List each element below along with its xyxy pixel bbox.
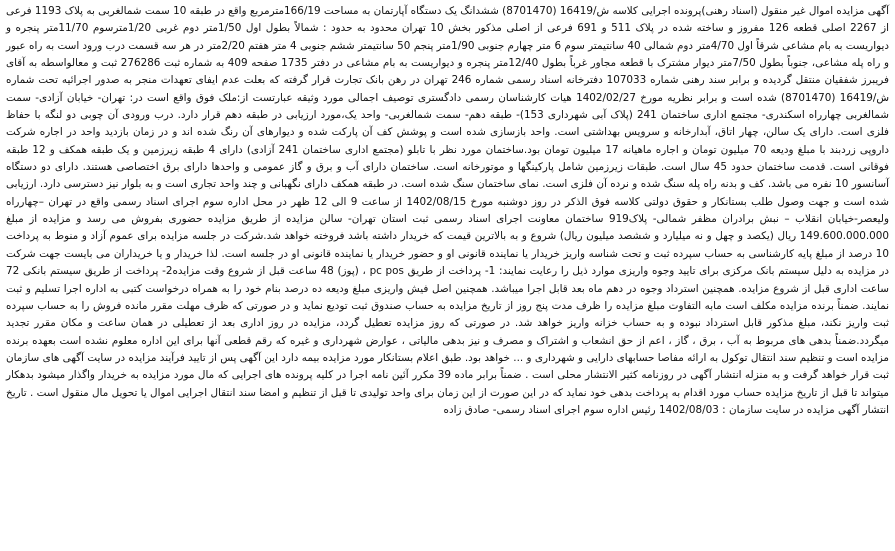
notice-body: آگهی مزایده اموال غیر منقول (اسناد رهنی)پرونده اجرایی کلاسه ش/16419 (8701470) ششدانگ یک دستگاه آپارتمان به مساحت 166/19مترمربع واقع در طبقه 10 سمت شمالغربی به پلاک 1193 فرعی از 2267 اصلی قطعه 126 مفروز و ساخته شده در پلاک 511 و 691 فرعی از اصلی مذکور بخش 10 تهران محدود به حدود : شمالاً بطول اول 1/50متر دوم غربی 1/20مترسوم 11/70متر پنجره و دیواریست به بام مشاعی شرقاً اول 4/70متر دوم شمالی 40 سانتیمتر سوم 6 متر چهارم جنوبی 1/90متر پنجم 50 سانتیمتر ششم جنوبی 4 متر هفتم 2/20متر در هر سه قسمت درب ورود است به راه عبور و راه پله مشاعی، جنوباً بطول 7/50متر دیوار مشترک با قطعه مجاور غرباً بطول 12/40متر پنجره و دیواریست به بام مشاعی در دفتر 1735 صفحه 409 به شماره ثبت 276286 ثبت و معالواسطه به آقای فریبرز شفقیان منتقل گردیده و برابر سند رهنی شماره 107033 دفترخانه اسناد رسمی شماره 246 تهران در رهن بانک تجارت قرار گرفته که بعلت عدم ایفای تعهدات منجر به صدور اجرائیه تحت شماره ش/16419 (8701470) شده است و برابر نظریه مورخ 1402/02/27 هیات کارشناسان رسمی دادگستری توصیف اجمالی مورد وثیقه عبارتست از:ملک فوق واقع است در: تهران- خیابان آزادی- سمت شمالغربی چهارراه اسکندری- مجتمع اداری ساختمان 241 (پلاک آبی شهرداری 153)- طبقه دهم- سمت شمالغربی- واحد یک،مورد ارزیابی در طبقه دهم قرار دارد. درب ورودی آن چوبی دو لنگه با حفاظ فلزی است. دارای یک سالن، چهار اتاق، آبدارخانه و سرویس بهداشتی است. واحد بازسازی شده است و پوشش کف آن پارکت شده و دیوارهای آن رنگ شده اند و در زمان بازدید واحد در اجاره شرکت داروپی زردبند با مبلغ ودیعه 70 میلیون تومان و اجاره ماهیانه 17 میلیون تومان بود.ساختمان مورد نظر با تابلو (مجتمع اداری ساختمان 241 آزادی) دارای 4 طبقه زیرزمین و یک طبقه همکف و 12 طبقه فوقانی است. قدمت ساختمان حدود 45 سال است. طبقات زیرزمین شامل پارکینگها و موتورخانه است. ساختمان دارای آب و برق و گاز عمومی و واحدها دارای برق اختصاصی هستند. دارای دو دستگاه آسانسور 10 نفره می باشد. کف و بدنه راه پله سنگ شده و نرده آن فلزی است. نمای ساختمان سنگ شده است. در طبقه همکف دارای نگهبانی و چند واحد تجاری است و به بلوار نیز دسترسی دارد. ارزیابی شده است و جهت وصول طلب بستانکار و حقوق دولتی کلاسه فوق الذکر در روز دوشنبه مورخ 1402/08/15 از ساعت 9 الی 12 ظهر در محل اداره سوم اجرای اسناد رسمی واقع در تهران –چهارراه ولیعصر-خیابان انقلاب – نبش برادران مظفر شمالی- پلاک919 ساختمان معاونت اجرای اسناد رسمی ثبت استان تهران- سالن مزایده از طریق مزایده حضوری بفروش می رسد و مزایده از مبلغ 149.600.000.000 ریال (یکصد و چهل و نه میلیارد و ششصد میلیون ریال) شروع و به بالاترین قیمت که خریدار داشته باشد فروخته خواهد شد.شرکت در جلسه مزایده برای عموم آزاد و منوط به پرداخت 10 درصد از مبلغ پایه کارشناسی به حساب سپرده ثبت و تحت شناسه واریز خریدار یا نماینده قانونی او و حضور خریدار یا نماینده قانونی او در جلسه است. لذا خریدار و یا خریداران می بایست جهت شرکت در مزایده به دلیل سیستم بانک مرکزی برای تایید وجوه واریزی موارد ذیل را رعایت نمایند: 1- پرداخت از طریق pc pos ، (پوز) 48 ساعت قبل از شروع وقت مزایده2- پرداخت از طریق سیستم بانکی 72 ساعت اداری قبل از شروع مزایده. همچنین استرداد وجوه در دهم ماه بعد قابل اجرا میباشد. همچنین اصل فیش واریزی مبلغ ودیعه ده درصد بنام خود را به همراه درخواست کتبی به اداره اجرا تسلیم و ثبت نمایند. ضمناً برنده مزایده مکلف است مابه التفاوت مبلغ مزایده را ظرف مدت پنج روز از تاریخ مزایده به حساب صندوق ثبت تودیع نماید و در صورتی که ظرف مهلت مقرر مانده فروش را به حساب سپرده ثبت واریز نکند، مبلغ مذکور قابل استرداد نبوده و به حساب خزانه واریز خواهد شد. در صورتی که روز مزایده تعطیل گردد، مزایده در روز اداری بعد از تعطیلی در همان ساعت و مکان مقرر تجدید میگردد.ضمناً بدهی های مربوط به آب ، برق ، گاز ، اعم از حق انشعاب و اشتراک و مصرف و نیز بدهی مالیاتی ، عوارض شهرداری و غیره که رقم قطعی آنها برای این اداره معلوم نشده است بعهده برنده مزایده است و تنظیم سند انتقال توکول به ارائه مفاصا حسابهای دارایی و شهرداری و ... خواهد بود. طبق اعلام بستانکار مورد مزایده بیمه دارد این آگهی پس از تایید فرآیند مزایده در سایت آگهی های سازمان ثبت قرار خواهد گرفت و به منزله انتشار آگهی در روزنامه کثیر الانتشار محلی است . ضمناً برابر ماده 39 مکرر آئین نامه اجرا در کلیه پرونده های اجرایی که مال مورد مزایده به خریدار واگذار میشود بدهکار میتواند تا قبل از تاریخ مزایده حساب مورد اقدام به پرداخت بدهی خود نماید که در این صورت از این زمان برای واحد تولیدی تا قبل از تنظیم و امضا سند انتقال اجرایی اموال یا تحویل مال منقول است . تاریخ انتشار آگهی مزایده در سایت سازمان : 1402/08/03 رئیس اداره سوم اجرای اسناد رسمی- صادق زاده <box>6 5 890 416</box>
